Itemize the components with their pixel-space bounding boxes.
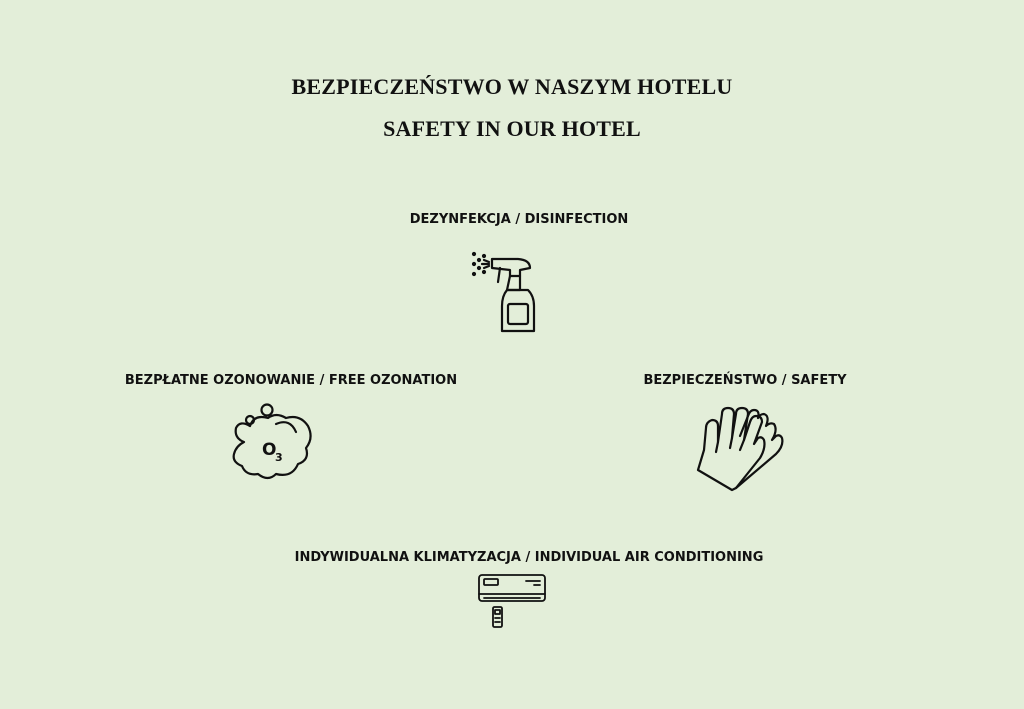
ozone-subscript: 3 — [275, 451, 283, 464]
air-conditioning-label: INDYWIDUALNA KLIMATYZACJA / INDIVIDUAL AIR CONDITIONING — [294, 550, 764, 565]
ozonation-label: BEZPŁATNE OZONOWANIE / FREE OZONATION — [124, 373, 458, 388]
gloves-icon — [696, 402, 788, 494]
page-subtitle: SAFETY IN OUR HOTEL — [383, 116, 641, 141]
safety-label: BEZPIECZEŃSTWO / SAFETY — [643, 373, 847, 388]
ozone-symbol: O — [262, 440, 277, 460]
page-title: BEZPIECZEŃSTWO W NASZYM HOTELU — [291, 74, 733, 99]
disinfection-label: DEZYNFEKCJA / DISINFECTION — [409, 212, 629, 227]
air-conditioner-icon — [476, 572, 548, 630]
spray-bottle-icon — [470, 246, 540, 336]
ozone-cloud-icon — [230, 402, 314, 482]
